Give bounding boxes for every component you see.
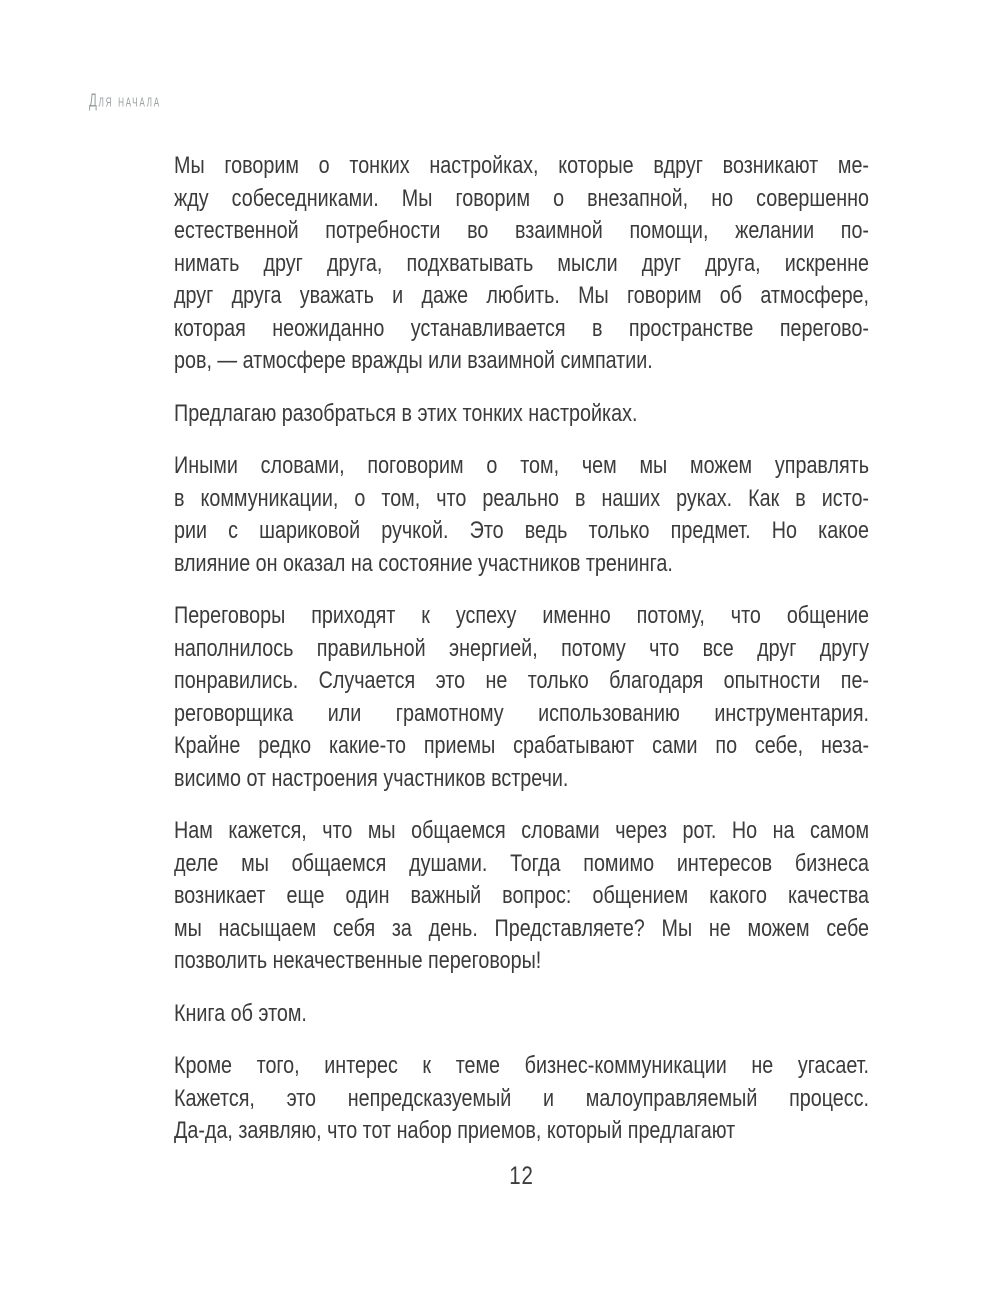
text-line: естественной потребности во взаимной помощи, желании по- [174, 217, 870, 244]
paragraph [174, 1050, 869, 1148]
text-line: ров, — атмосфере вражды или взаимной симпатии. [174, 347, 653, 374]
text-line: Иными словами, поговорим о том, чем мы можем управлять [174, 452, 870, 479]
text-line: позволить некачественные переговоры! [174, 947, 542, 974]
paragraph [174, 150, 869, 378]
text-line: Кроме того, интерес к теме бизнес-коммуникации не угасает. [174, 1052, 870, 1079]
paragraph [174, 600, 869, 795]
text-line: Книга об этом. [174, 999, 307, 1027]
text-line: Переговоры приходят к успеху именно потому, что общение [174, 602, 870, 629]
text-line: наполнилось правильной энергией, потому что все друг другу [174, 634, 870, 662]
text-line: Мы говорим о тонких настройках, которые вдруг возникают ме- [174, 152, 870, 179]
paragraph [174, 815, 869, 978]
text-line: жду собеседниками. Мы говорим о внезапной, но совершенно [174, 184, 870, 212]
paragraph [174, 450, 869, 580]
text-line: Крайне редко какие-то приемы срабатывают сами по себе, неза- [174, 732, 870, 759]
text-line: мы насыщаем себя за день. Представляете? Мы не можем себе [174, 914, 870, 942]
page-body [174, 150, 869, 1168]
text-line: Да-да, заявляю, что тот набор приемов, который предлагают [174, 1117, 736, 1144]
text-line: возникает еще один важный вопрос: общением какого качества [174, 882, 870, 909]
page-number: 12 [509, 1162, 534, 1190]
text-line: Нам кажется, что мы общаемся словами через рот. Но на самом [174, 817, 870, 844]
text-line: деле мы общаемся душами. Тогда помимо интересов бизнеса [174, 849, 870, 877]
paragraph [174, 398, 869, 431]
text-line: реговорщика или грамотному использованию инструментария. [174, 699, 870, 727]
text-line: друг друга уважать и даже любить. Мы говорим об атмосфере, [174, 282, 870, 309]
text-line: нимать друг друга, подхватывать мысли друг друга, искренне [174, 249, 870, 277]
text-line: влияние он оказал на состояние участников тренинга. [174, 549, 673, 577]
text-line: которая неожиданно устанавливается в пространстве перегово- [174, 314, 870, 342]
text-line: висимо от настроения участников встречи. [174, 764, 569, 792]
text-line: Предлагаю разобраться в этих тонких настройках. [174, 399, 638, 427]
paragraph [174, 998, 869, 1031]
text-line: понравились. Случается это не только благодаря опытности пе- [174, 667, 870, 694]
text-line: Кажется, это непредсказуемый и малоуправляемый процесс. [174, 1084, 870, 1112]
text-line: рии с шариковой ручкой. Это ведь только предмет. Но какое [174, 517, 870, 544]
running-header: Для начала [89, 90, 161, 111]
text-line: в коммуникации, о том, что реально в наших руках. Как в исто- [174, 484, 870, 512]
